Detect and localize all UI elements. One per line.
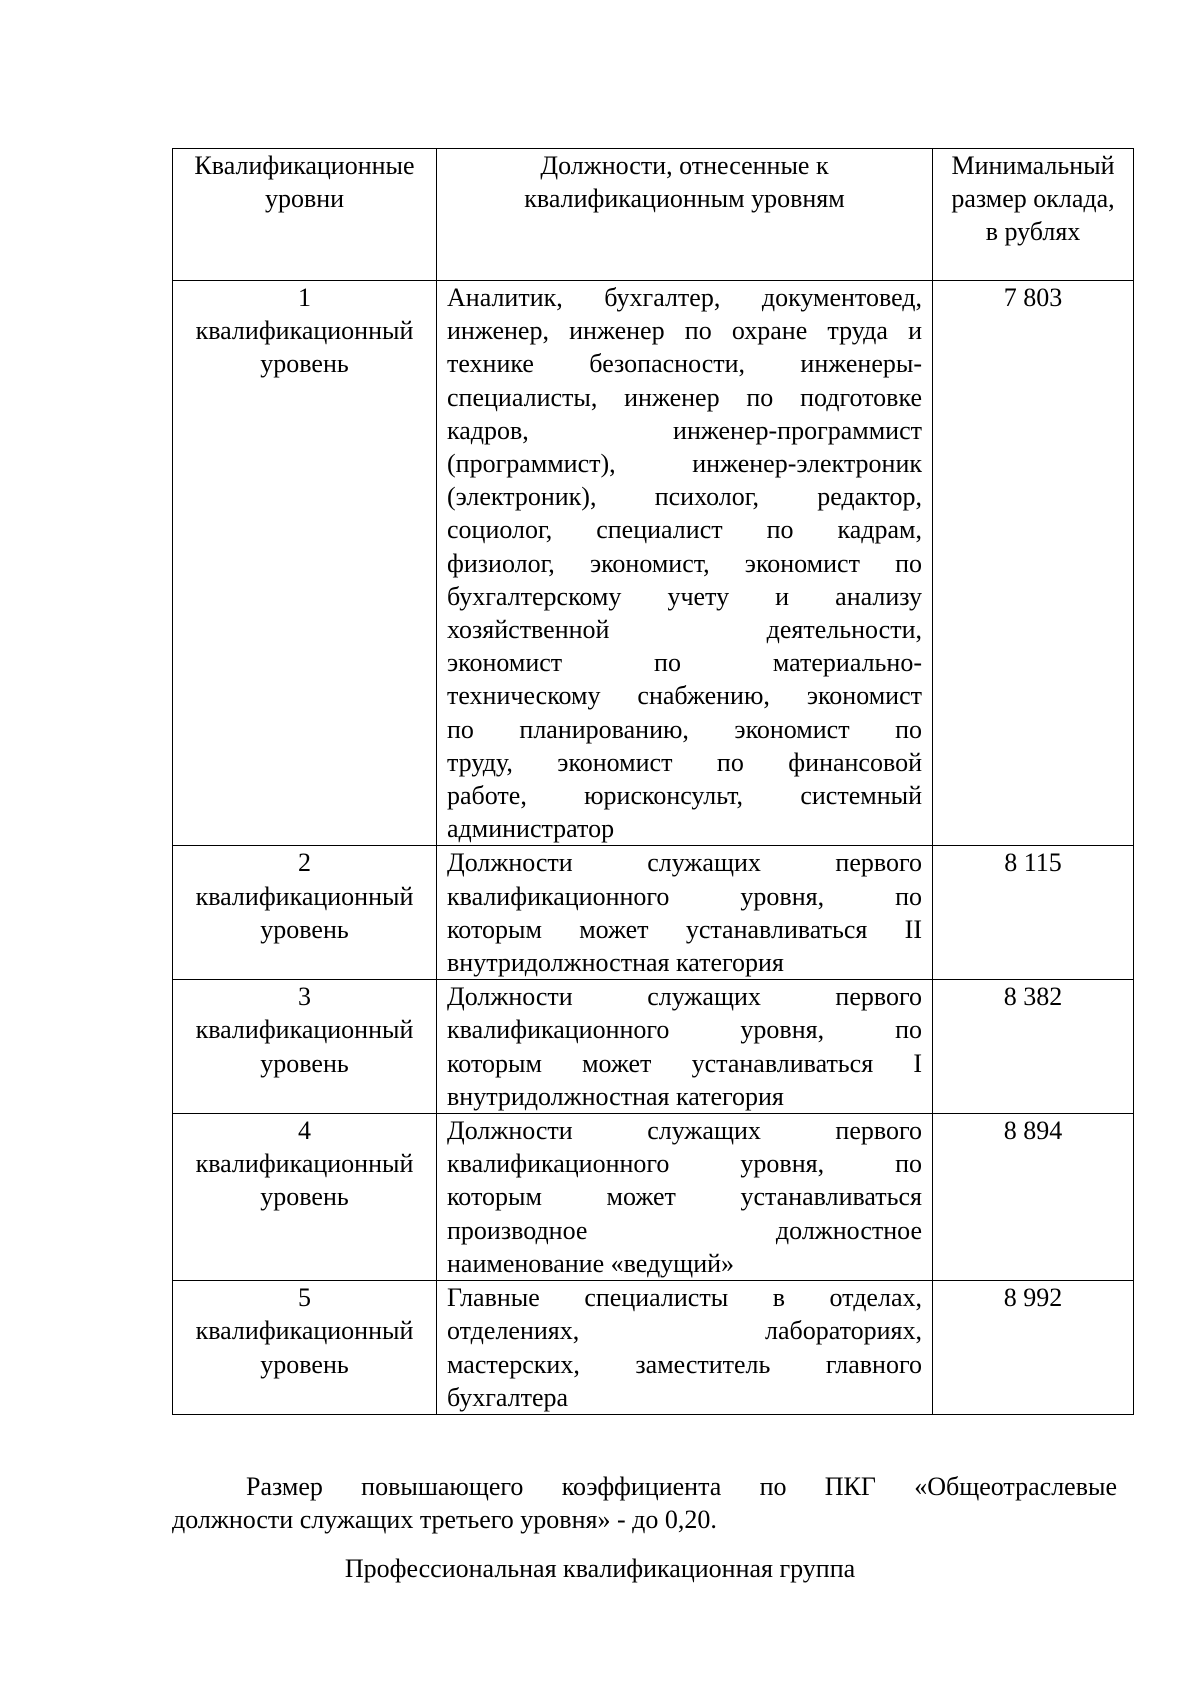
coefficient-line-1: Размер повышающего коэффициента по ПКГ «Общеотраслевые <box>246 1472 1117 1501</box>
positions-line: (программист), инженер-электроник <box>447 449 922 479</box>
level-cell <box>173 846 437 980</box>
positions-line: отделениях, лабораториях, <box>447 1316 922 1346</box>
positions-line: которым может устанавливаться <box>447 1182 922 1212</box>
salary-cell: 8 382 <box>933 980 1134 1114</box>
header-salary: Минимальный размер оклада, в рублях <box>933 149 1134 281</box>
positions-line: кадров, инженер-программист <box>447 415 922 445</box>
positions-cell <box>437 281 933 846</box>
level-number: 2 <box>298 848 311 878</box>
positions-line: хозяйственной деятельности, <box>447 615 922 645</box>
positions-line: специалисты, инженер по подготовке <box>447 382 922 412</box>
positions-line: бухгалтера <box>447 1382 569 1412</box>
table-row <box>173 281 1134 846</box>
positions-line: Аналитик, бухгалтер, документовед, <box>447 283 922 312</box>
level-level-suffix: уровень <box>260 1182 349 1212</box>
level-number: 1 <box>298 283 311 312</box>
positions-line: экономист по материально- <box>447 648 922 678</box>
section-heading: Профессиональная квалификационная группа <box>344 1554 856 1583</box>
level-level-word: квалификационный <box>195 1316 414 1346</box>
level-level-suffix: уровень <box>260 349 349 379</box>
positions-line: техническому снабжению, экономист <box>447 681 922 711</box>
coefficient-paragraph <box>172 1470 1117 1536</box>
positions-line: Главные специалисты в отделах, <box>447 1283 922 1313</box>
level-cell <box>173 1114 437 1281</box>
level-number: 5 <box>298 1283 311 1313</box>
positions-cell <box>437 1114 933 1281</box>
level-level-suffix: уровень <box>260 1048 349 1078</box>
level-level-suffix: уровень <box>260 1349 349 1379</box>
salary-cell: 8 894 <box>933 1114 1134 1281</box>
level-level-word: квалификационный <box>195 316 414 346</box>
positions-cell <box>437 846 933 980</box>
positions-line: Должности служащих первого <box>447 848 922 878</box>
positions-line: труду, экономист по финансовой <box>447 747 922 777</box>
positions-line: внутридолжностная категория <box>447 1081 784 1111</box>
level-number: 3 <box>298 982 311 1012</box>
table-body <box>173 281 1134 1415</box>
positions-line: производное должностное <box>447 1215 922 1245</box>
level-cell <box>173 281 437 846</box>
salary-cell: 7 803 <box>933 281 1134 846</box>
positions-line: мастерских, заместитель главного <box>447 1349 922 1379</box>
level-level-word: квалификационный <box>195 1015 414 1045</box>
table-header-row <box>173 149 1134 281</box>
salary-cell: 8 992 <box>933 1281 1134 1415</box>
level-cell <box>173 980 437 1114</box>
positions-line: квалификационного уровня, по <box>447 1015 922 1045</box>
header-positions: Должности, отнесенные к квалификационным уровням <box>437 149 933 281</box>
positions-line: квалификационного уровня, по <box>447 1149 922 1179</box>
positions-line: (электроник), психолог, редактор, <box>447 482 922 512</box>
level-cell <box>173 1281 437 1415</box>
level-level-suffix: уровень <box>260 914 349 944</box>
positions-cell <box>437 1281 933 1415</box>
level-level-word: квалификационный <box>195 881 414 911</box>
positions-line: технике безопасности, инженеры- <box>447 349 922 379</box>
table-row <box>173 1114 1134 1281</box>
positions-line: квалификационного уровня, по <box>447 881 922 911</box>
level-level-word: квалификационный <box>195 1149 414 1179</box>
positions-line: Должности служащих первого <box>447 982 922 1012</box>
positions-line: по планированию, экономист по <box>447 714 922 744</box>
table-row <box>173 846 1134 980</box>
positions-line: Должности служащих первого <box>447 1116 922 1146</box>
positions-cell <box>437 980 933 1114</box>
positions-line: которым может устанавливаться I <box>447 1048 922 1078</box>
positions-line: которым может устанавливаться II <box>447 914 922 944</box>
positions-line: инженер, инженер по охране труда и <box>447 316 922 346</box>
positions-line: внутридолжностная категория <box>447 948 784 978</box>
salary-table <box>172 148 1134 1415</box>
positions-line: бухгалтерскому учету и анализу <box>447 581 922 611</box>
positions-line: работе, юрисконсульт, системный <box>447 781 922 811</box>
salary-cell: 8 115 <box>933 846 1134 980</box>
header-level: Квалификационные уровни <box>173 149 437 281</box>
positions-line: социолог, специалист по кадрам, <box>447 515 922 545</box>
positions-line: наименование «ведущий» <box>447 1248 735 1278</box>
positions-line: физиолог, экономист, экономист по <box>447 548 922 578</box>
table-row <box>173 1281 1134 1415</box>
positions-line: администратор <box>447 814 615 844</box>
coefficient-line-2: должности служащих третьего уровня» - до 0,20. <box>172 1505 717 1535</box>
table-row <box>173 980 1134 1114</box>
level-number: 4 <box>298 1116 311 1146</box>
